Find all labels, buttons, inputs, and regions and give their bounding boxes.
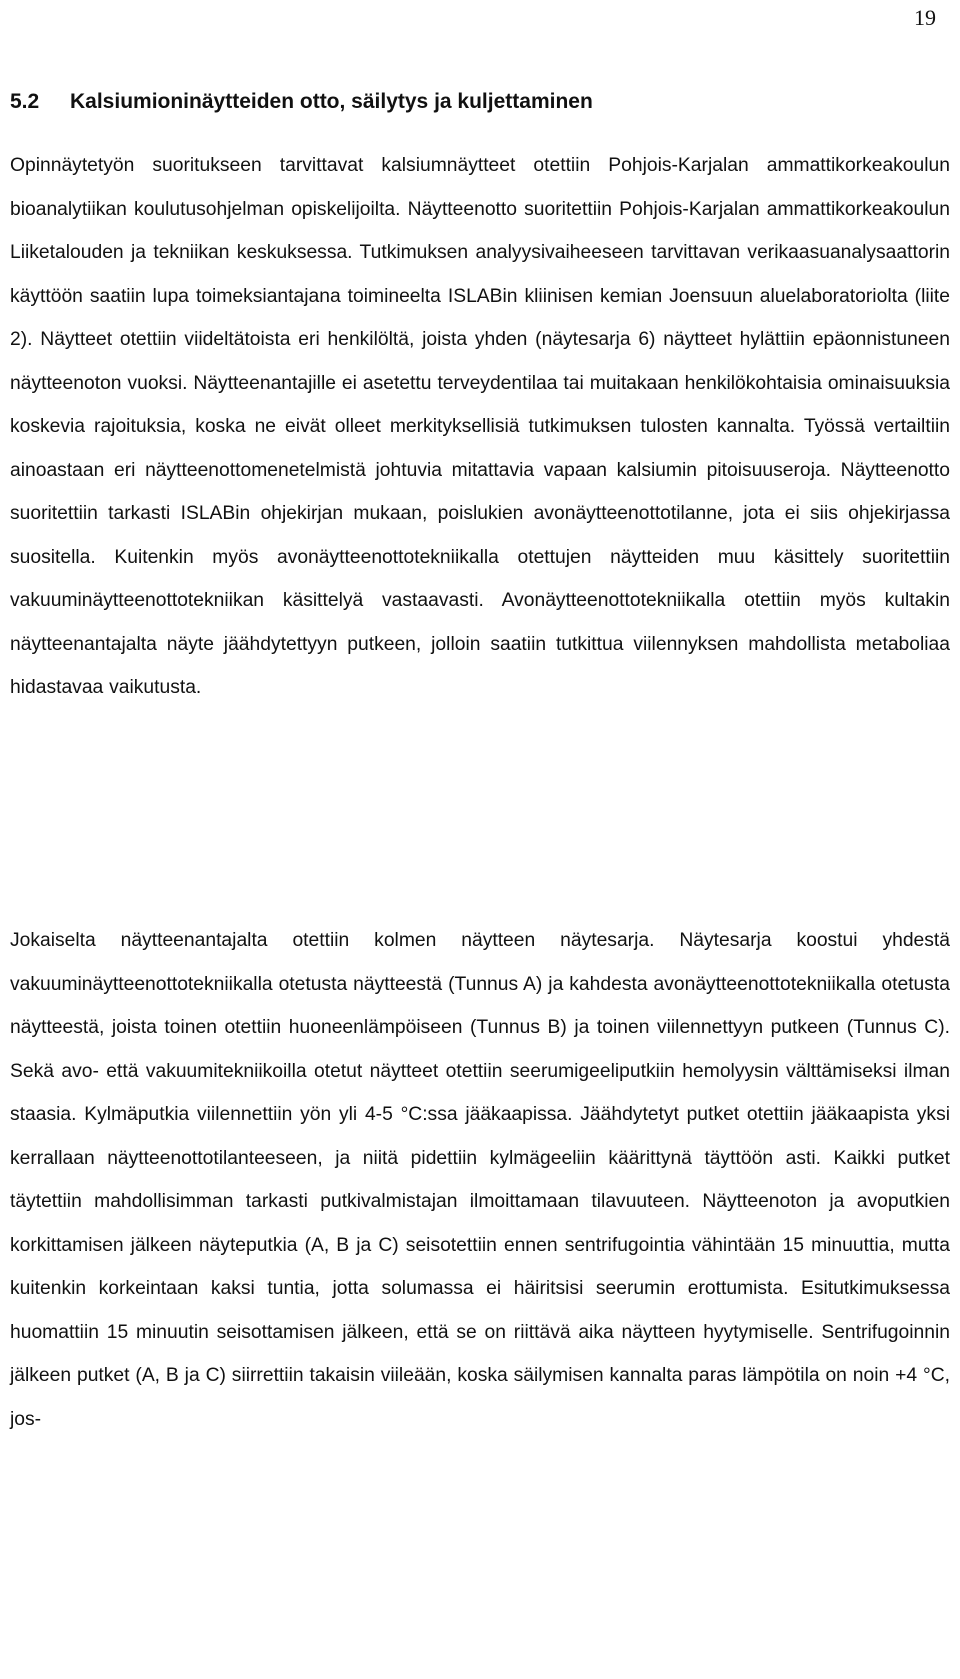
section-heading <box>10 86 593 118</box>
paragraph-sample-series: Jokaiselta näytteenantajalta otettiin kolmen näytteen näytesarja. Näytesarja koostui yhdestä vakuuminäytteenottotekniikalla otetusta näytteestä (Tunnus A) ja kahdesta avonäytteenottotekniikalla otetusta näytteestä, joista toinen otettiin huoneenlämpöiseen (Tunnus B) ja toinen viilennettyyn putkeen (Tunnus C). Sekä avo- että vakuumitekniikoilla otetut näytteet otettiin seerumigeeliputkiin hemolyysin välttämiseksi ilman staasia. Kylmäputkia viilennettiin yön yli 4-5 °C:ssa jääkaapissa. Jäähdytetyt putket otettiin jääkaapista yksi kerrallaan näytteenottotilanteeseen, ja niitä pidettiin kylmägeeliin käärittynä täyttöön asti. Kaikki putket täytettiin mahdollisimman tarkasti putkivalmistajan ilmoittamaan tilavuuteen. Näytteenoton ja avoputkien korkittamisen jälkeen näyteputkia (A, B ja C) seisotettiin ennen sentrifugointia vähintään 15 minuuttia, mutta kuitenkin korkeintaan kaksi tuntia, jotta solumassa ei häiritsisi seerumin erottumista. Esitutkimuksessa huomattiin 15 minuutin seisottamisen jälkeen, että se on riittävä aika näytteen hyytymiselle. Sentrifugoinnin jälkeen putket (A, B ja C) siirrettiin takaisin viileään, koska säilymisen kannalta paras lämpötila on noin +4 °C, jos- <box>10 930 950 1430</box>
section-title: Kalsiumioninäytteiden otto, säilytys ja kuljettaminen <box>70 90 593 113</box>
section-number: 5.2 <box>10 90 40 113</box>
paragraph-sampling-overview: Opinnäytetyön suoritukseen tarvittavat kalsiumnäytteet otettiin Pohjois-Karjalan ammattikorkeakoulun bioanalytiikan koulutusohjelman opiskelijoilta. Näytteenotto suoritettiin Pohjois-Karjalan ammattikorkeakoulun Liiketalouden ja tekniikan keskuksessa. Tutkimuksen analyysivaiheeseen tarvittavan verikaasuanalysaattorin käyttöön saatiin lupa toimeksiantajana toimineelta ISLABin kliinisen kemian Joensuun aluelaboratoriolta (liite 2). Näytteet otettiin viideltätoista eri henkilöltä, joista yhden (näytesarja 6) näytteet hylättiin epäonnistuneen näytteenoton vuoksi. Näytteenantajille ei asetettu terveydentilaa tai muitakaan henkilökohtaisia ominaisuuksia koskevia rajoituksia, koska ne eivät olleet merkityksellisiä tutkimuksen tulosten kannalta. Työssä vertailtiin ainoastaan eri näytteenottomenetelmistä johtuvia mitattavia vapaan kalsiumin pitoisuuseroja. Näytteenotto suoritettiin tarkasti ISLABin ohjekirjan mukaan, poislukien avonäytteenottotilanne, jota ei siis ohjekirjassa suositella. Kuitenkin myös avonäytteenottotekniikalla otettujen näytteiden muu käsittely suoritettiin vakuuminäytteenottotekniikan käsittelyä vastaavasti. Avonäytteenottotekniikalla otettiin myös kultakin näytteenantajalta näyte jäähdytettyyn putkeen, jolloin saatiin tutkittua viilennyksen mahdollista metaboliaa hidastavaa vaikutusta. <box>10 155 950 698</box>
page-number: 19 <box>914 5 936 30</box>
